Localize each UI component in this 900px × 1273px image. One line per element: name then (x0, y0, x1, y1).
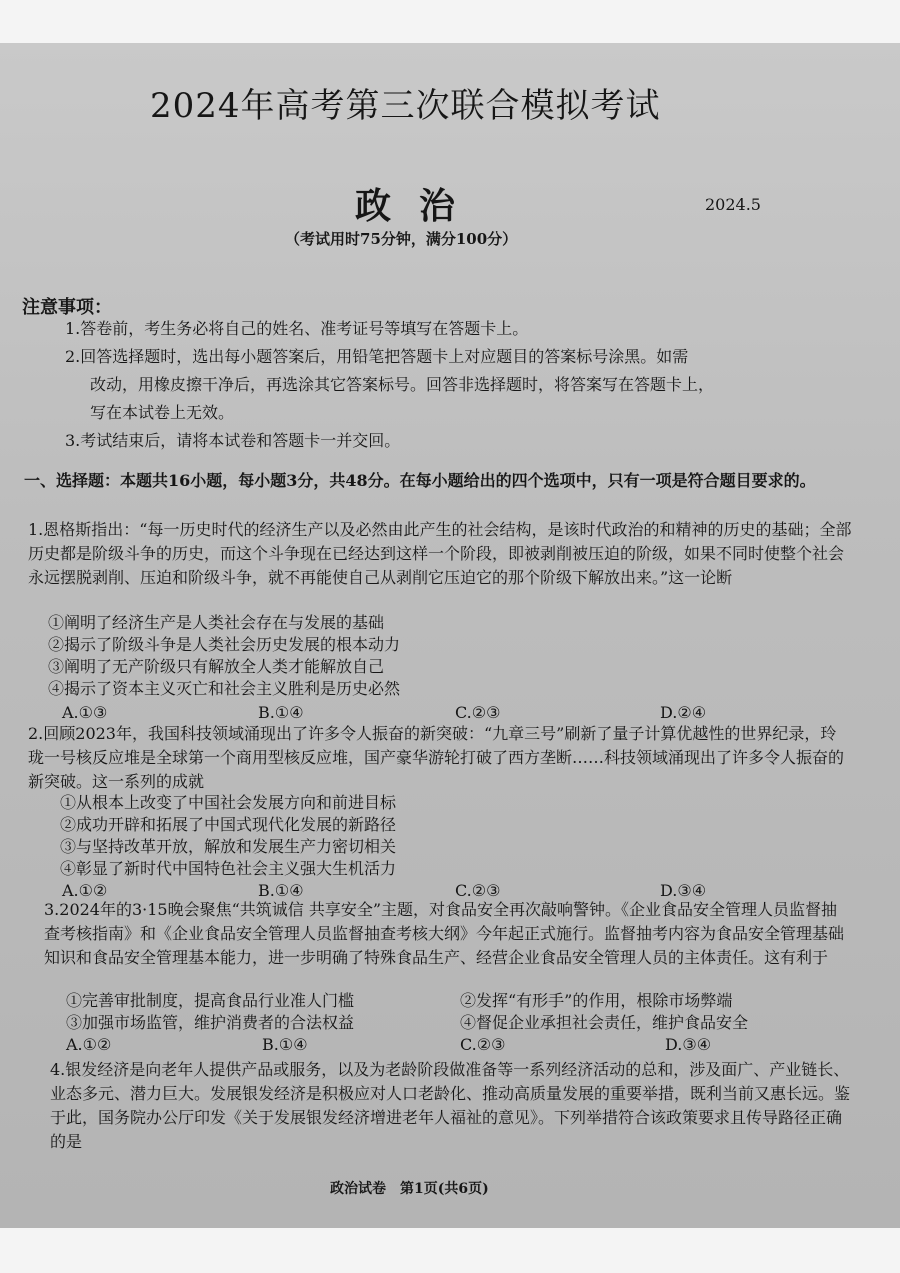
question-2-choice-c: C.②③ (455, 881, 501, 900)
notice-item: 3.考试结束后，请将本试卷和答题卡一并交回。 (65, 431, 401, 450)
question-1-statement: ④揭示了资本主义灭亡和社会主义胜利是历史必然 (48, 679, 401, 698)
question-3-statement: ④督促企业承担社会责任，维护食品安全 (460, 1013, 749, 1032)
exam-title: 2024年高考第三次联合模拟考试 (150, 86, 661, 126)
question-1-statement: ③阐明了无产阶级只有解放全人类才能解放自己 (48, 657, 385, 676)
question-3-choice-b: B.①④ (262, 1035, 308, 1054)
question-3-statement: ①完善审批制度，提高食品行业准人门槛 (66, 991, 355, 1010)
subject-title: 政治 (355, 185, 484, 227)
exam-info: （考试用时75分钟，满分100分） (285, 230, 518, 248)
question-2-statement: ④彰显了新时代中国特色社会主义强大生机活力 (60, 859, 397, 878)
question-1-choice-b: B.①④ (258, 703, 304, 722)
question-1-choice-c: C.②③ (455, 703, 501, 722)
notice-item: 1.答卷前，考生务必将自己的姓名、准考证号等填写在答题卡上。 (65, 319, 529, 338)
question-2-stem: 2.回顾2023年，我国科技领域涌现出了许多令人振奋的新突破：“九章三号”刷新了量子计算优越性的世界纪录，玲珑一号核反应堆是全球第一个商用型核反应堆，国产豪华游轮打破了西方垄断……科技领域涌现出了许多令人振奋的新突破。这一系列的成就 (28, 724, 845, 791)
question-3-statement: ③加强市场监管，维护消费者的合法权益 (66, 1013, 355, 1032)
question-1-statement: ②揭示了阶级斗争是人类社会历史发展的根本动力 (48, 635, 401, 654)
notice-item: 改动，用橡皮擦干净后，再选涂其它答案标号。回答非选择题时，将答案写在答题卡上， (90, 375, 715, 394)
page-footer: 政治试卷 第1页(共6页) (330, 1181, 489, 1197)
notice-heading: 注意事项： (22, 297, 112, 318)
question-1-choice-a: A.①③ (62, 703, 108, 722)
question-2-choice-d: D.③④ (660, 881, 707, 900)
question-1-statement: ①阐明了经济生产是人类社会存在与发展的基础 (48, 613, 385, 632)
notice-item: 2.回答选择题时，选出每小题答案后，用铅笔把答题卡上对应题目的答案标号涂黑。如需 (65, 347, 689, 366)
question-4-stem: 4.银发经济是向老年人提供产品或服务，以及为老龄阶段做准备等一系列经济活动的总和，涉及面广、产业链长、业态多元、潜力巨大。发展银发经济是积极应对人口老龄化、推动高质量发展的重要举措，既利当前又惠长远。鉴于此，国务院办公厅印发《关于发展银发经济增进老年人福祉的意见》。下列举措符合该政策要求且传导路径正确的是 (50, 1060, 851, 1151)
question-3-statement: ②发挥“有形手”的作用，根除市场弊端 (460, 991, 733, 1010)
section-heading: 一、选择题：本题共16小题，每小题3分，共48分。在每小题给出的四个选项中，只有一项是符合题目要求的。 (24, 471, 816, 490)
question-2-statement: ①从根本上改变了中国社会发展方向和前进目标 (60, 793, 397, 812)
exam-date: 2024.5 (705, 195, 761, 214)
question-3-choice-a: A.①② (66, 1035, 112, 1054)
question-3-choice-c: C.②③ (460, 1035, 506, 1054)
question-1-stem: 1.恩格斯指出：“每一历史时代的经济生产以及必然由此产生的社会结构，是该时代政治的和精神的历史的基础；全部历史都是阶级斗争的历史，而这个斗争现在已经达到这样一个阶段，即被剥削被压迫的阶级，如果不同时使整个社会永远摆脱剥削、压迫和阶级斗争，就不再能使自己从剥削它压迫它的那个阶级下解放出来。”这一论断 (28, 520, 852, 587)
question-2-statement: ②成功开辟和拓展了中国式现代化发展的新路径 (60, 815, 397, 834)
question-3-choice-d: D.③④ (665, 1035, 712, 1054)
question-1-choice-d: D.②④ (660, 703, 707, 722)
question-3-stem: 3.2024年的3·15晚会聚焦“共筑诚信 共享安全”主题，对食品安全再次敲响警钟。《企业食品安全管理人员监督抽查考核指南》和《企业食品安全管理人员监督抽查考核大纲》今年起正式施行。监督抽考内容为食品安全管理基础知识和食品安全管理基本能力，进一步明确了特殊食品生产、经营企业食品安全管理人员的主体责任。这有利于 (44, 900, 845, 967)
question-2-choice-b: B.①④ (258, 881, 304, 900)
question-2-statement: ③与坚持改革开放，解放和发展生产力密切相关 (60, 837, 397, 856)
notice-item: 写在本试卷上无效。 (90, 403, 235, 422)
question-2-choice-a: A.①② (62, 881, 108, 900)
